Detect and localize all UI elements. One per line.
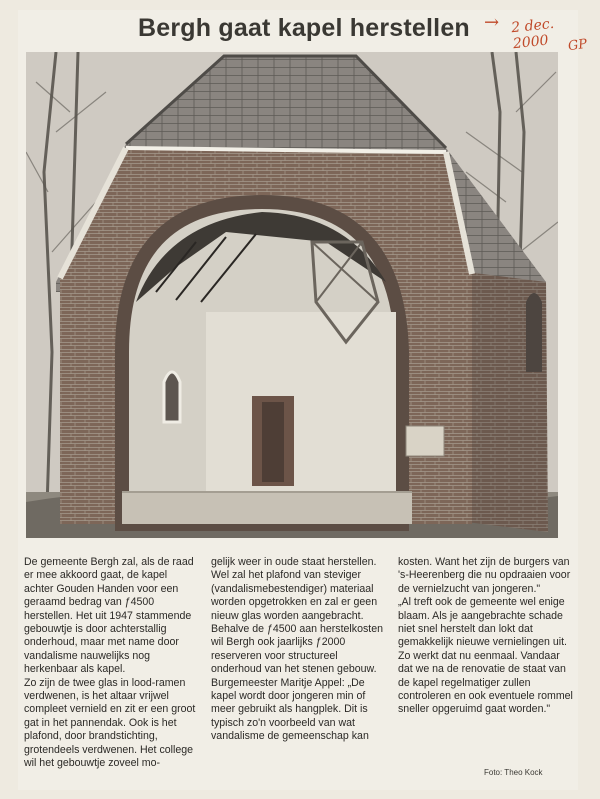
article-column-3 [398,556,574,717]
article-paragraph: Wel zal het plafond van steviger (vandalismebestendiger) materiaal worden opgetrokken en zal er geen nieuw glas worden aangebracht. Behalve de ƒ4500 aan herstelkosten wil Bergh ook jaarlijks ƒ2000 reserveren voor structureel onderhoud van het stenen gebouw. [211,569,383,676]
photo-credit: Foto: Theo Kock [484,768,543,777]
article-column-1 [24,556,196,771]
article-paragraph: gelijk weer in oude staat herstellen. [211,556,377,568]
article-headline: Bergh gaat kapel herstellen [138,14,470,42]
article-paragraph: Zo zijn de twee glas in lood-ramen verdwenen, is het altaar vrijwel compleet vernield en zit er een groot gat in het pannendak. Ook is het plafond, door brandstichting, grotendeels verdwenen. Het college wil het gebouwtje zoveel mo- [24,676,196,770]
handwritten-date: 2 dec. 2000 [510,15,555,53]
article-paragraph: kosten. Want het zijn de burgers van 's-Heerenberg die nu opdraaien voor de vernielzucht van jongeren." [398,556,571,595]
article-body [24,556,576,786]
chapel-photo [26,52,558,538]
handwritten-initials: GP [567,36,589,55]
article-column-2 [211,556,383,744]
article-paragraph: „Al treft ook de gemeente wel enige blaam. Als je aangebrachte schade niet snel herstelt dan lokt dat gemakkelijk nieuwe vernielingen uit. Zo werkt dat nu eenmaal. Vandaar dat we na de renovatie de staat van de kapel regelmatiger zullen controleren en ook eventuele rommel sneller opgeruimd gaat worden." [398,596,573,716]
chapel-photo-drawing [26,52,558,538]
article-paragraph: De gemeente Bergh zal, als de raad er mee akkoord gaat, de kapel achter Gouden Handen voor een geraamd bedrag van ƒ4500 herstellen. Het uit 1947 stammende gebouwtje is door achterstallig onderhoud, maar met name door vandalisme nauwelijks nog herkenbaar als kapel. [24,556,194,676]
article-paragraph: Burgemeester Maritje Appel: „De kapel wordt door jongeren min of meer gebruikt als hangplek. Dit is typisch zo'n voorbeeld van wat vandalisme de gemeenschap kan [211,676,369,743]
handwritten-annotation [484,8,594,58]
handwritten-arrow: → [484,12,500,33]
